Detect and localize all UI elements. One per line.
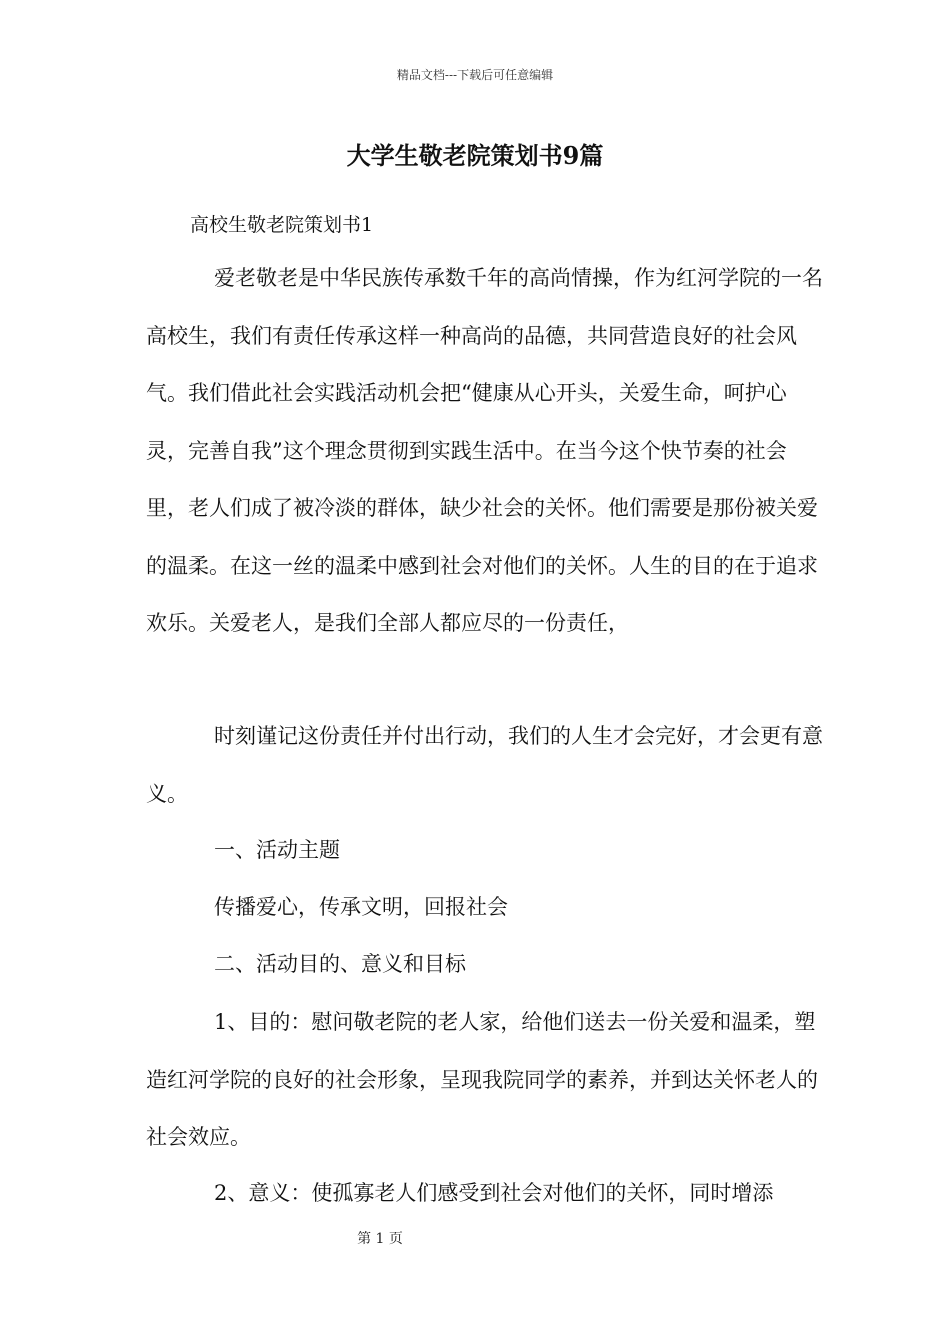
- header-note: 精品文档---下载后可任意编辑: [396, 68, 554, 82]
- heading-activity-purpose: 二、活动目的、意义和目标: [214, 952, 466, 976]
- document-title: 大学生敬老院策划书9篇: [346, 141, 604, 170]
- paragraph-responsibility: 时刻谨记这份责任并付出行动，我们的人生才会完好，才会更有意义。: [146, 724, 823, 806]
- paragraph-significance: 2、意义：使孤寡老人们感受到社会对他们的关怀，同时增添: [214, 1181, 774, 1205]
- paragraph-purpose: 1、目的：慰问敬老院的老人家，给他们送去一份关爱和温柔，塑造红河学院的良好的社会形象，呈现我院同学的素养，并到达关怀老人的社会效应。: [146, 1010, 818, 1149]
- activity-theme-text: 传播爱心，传承文明，回报社会: [214, 895, 508, 919]
- page-number: 第 1 页: [357, 1231, 403, 1247]
- paragraph-intro: 爱老敬老是中华民族传承数千年的高尚情操，作为红河学院的一名高校生，我们有责任传承这样一种高尚的品德，共同营造良好的社会风气。我们借此社会实践活动机会把“健康从心开头，关爱生命，呵护心灵，完善自我”这个理念贯彻到实践生活中。在当今这个快节奏的社会里，老人们成了被冷淡的群体，缺少社会的关怀。他们需要是那份被关爱的温柔。在这一丝的温柔中感到社会对他们的关怀。人生的目的在于追求欢乐。关爱老人，是我们全部人都应尽的一份责任，: [146, 266, 823, 635]
- heading-activity-theme: 一、活动主题: [214, 838, 340, 862]
- section-subtitle: 高校生敬老院策划书1: [190, 214, 374, 236]
